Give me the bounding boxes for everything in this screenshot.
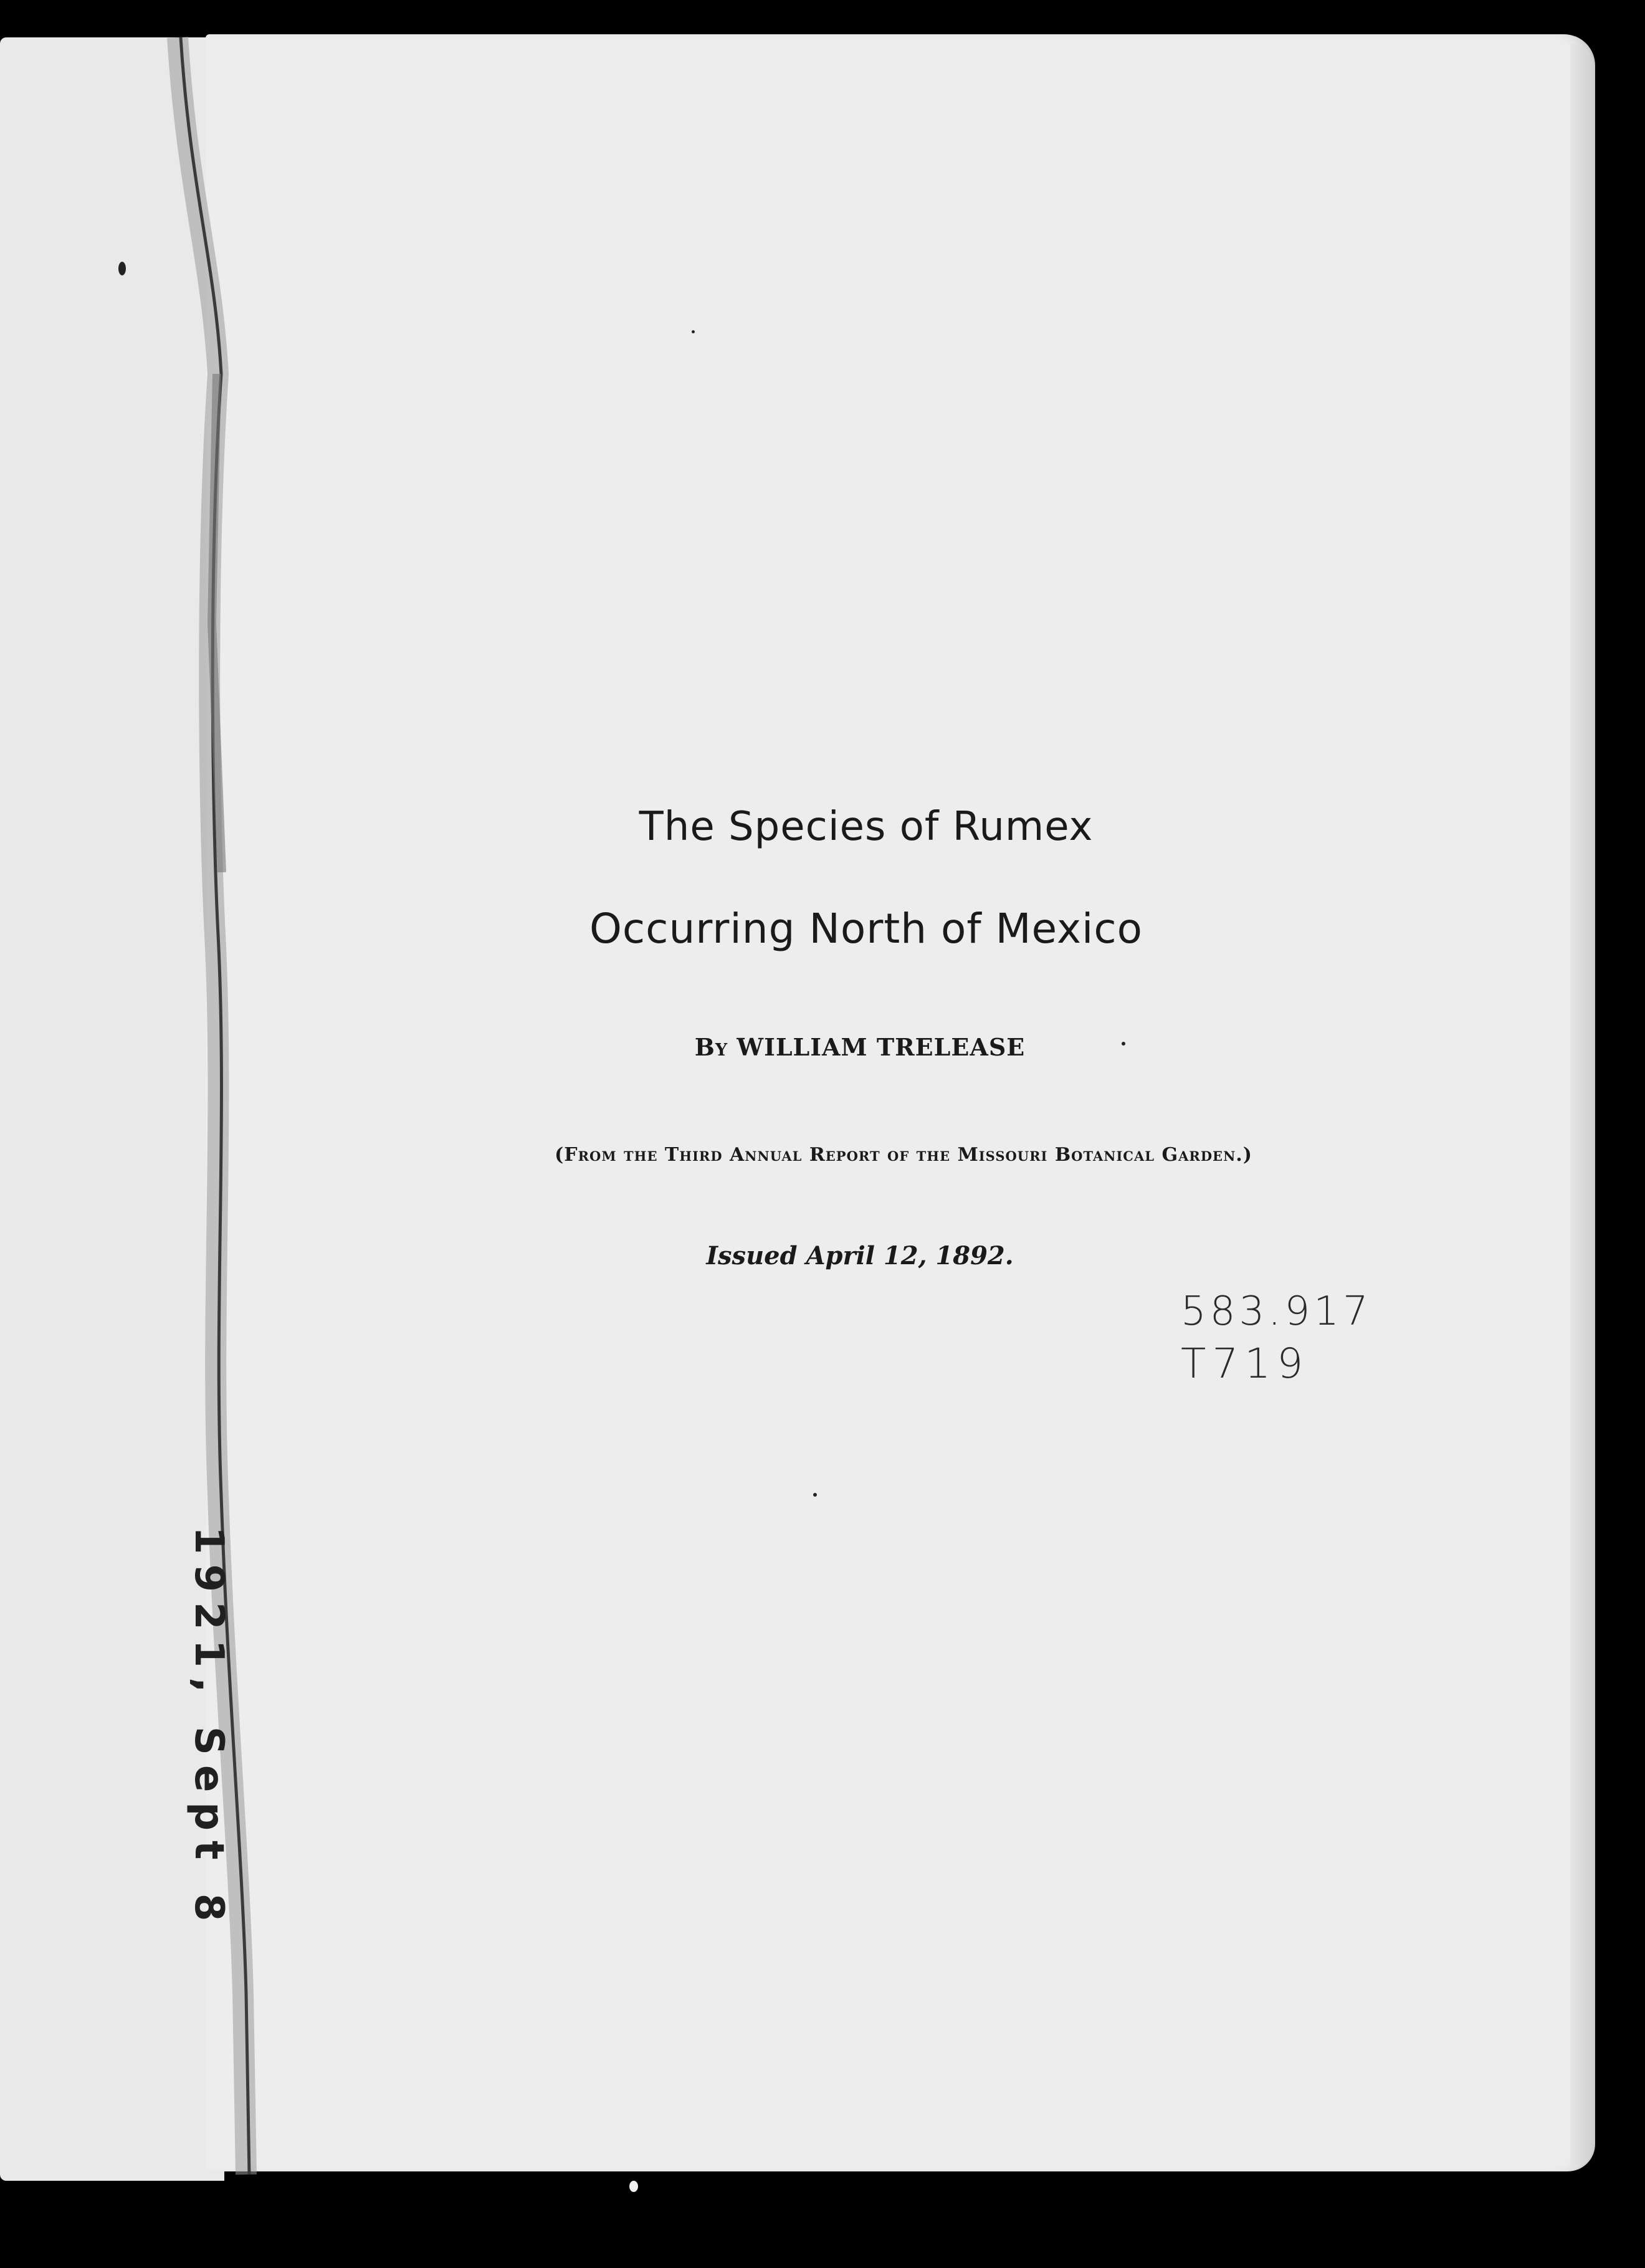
scan-speck [118, 262, 126, 275]
scan-speck [813, 1493, 817, 1497]
issue-date: Issued April 12, 1892. [706, 1241, 1014, 1270]
call-number-line-1: 583.917 [1181, 1289, 1372, 1335]
call-number-line-2: T719 [1181, 1340, 1310, 1388]
author-byline: By WILLIAM TRELEASE [694, 1033, 1026, 1061]
gutter-handwritten-note: 1921, Sept 8 [186, 1527, 232, 1932]
scan-speck [629, 2181, 638, 2192]
title-line-1: The Species of Rumex [639, 804, 1094, 850]
scan-speck [692, 330, 695, 333]
title-line-2: Occurring North of Mexico [589, 905, 1143, 953]
source-note: (From the Third Annual Report of the Missouri Botanical Garden.) [555, 1144, 1252, 1166]
scan-speck [1122, 1042, 1125, 1046]
